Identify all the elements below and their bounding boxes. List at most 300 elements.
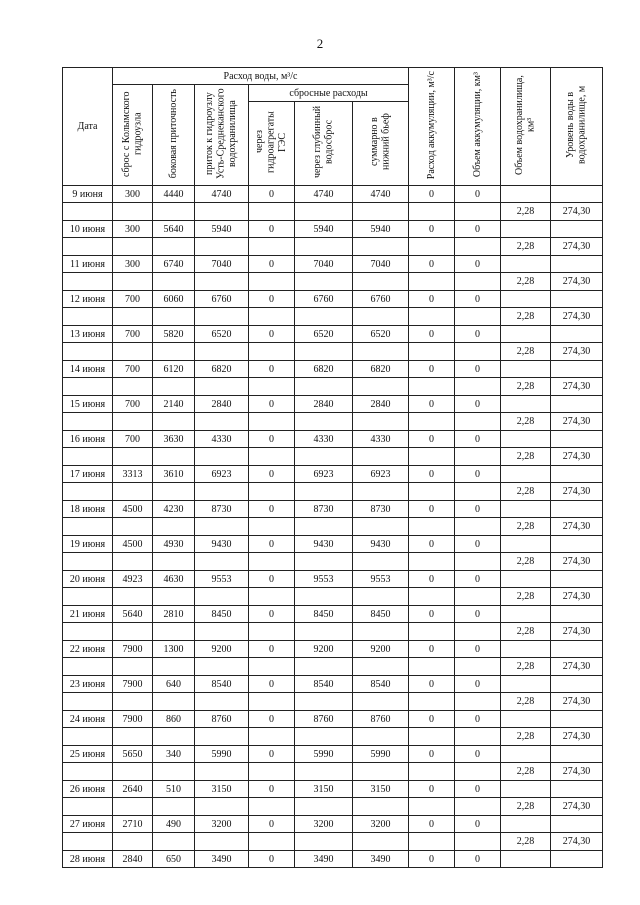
cell-empty — [455, 798, 501, 816]
cell-date: 18 июня — [63, 501, 113, 518]
cell-empty — [113, 343, 153, 361]
cell-reservoir-volume-top — [501, 326, 551, 343]
cell-empty — [353, 588, 409, 606]
cell-accum-volume: 0 — [455, 536, 501, 553]
cell-empty — [153, 658, 195, 676]
cell-kolyma: 7900 — [113, 676, 153, 693]
cell-empty — [353, 833, 409, 851]
cell-kolyma: 2840 — [113, 851, 153, 868]
table-row-sub — [63, 343, 603, 361]
cell-empty — [249, 588, 295, 606]
cell-empty — [113, 203, 153, 221]
cell-kolyma: 300 — [113, 256, 153, 273]
cell-inflow: 3150 — [195, 781, 249, 798]
table-row — [63, 746, 603, 763]
cell-deep: 8540 — [295, 676, 353, 693]
table-body — [63, 186, 603, 868]
header-date: Дата — [63, 68, 113, 186]
cell-empty — [353, 483, 409, 501]
cell-empty — [113, 833, 153, 851]
cell-total: 8540 — [353, 676, 409, 693]
cell-accum-volume: 0 — [455, 641, 501, 658]
cell-empty — [295, 448, 353, 466]
cell-empty — [113, 308, 153, 326]
cell-deep: 8760 — [295, 711, 353, 728]
cell-total: 9200 — [353, 641, 409, 658]
cell-empty — [409, 763, 455, 781]
cell-empty — [295, 763, 353, 781]
cell-lateral: 4230 — [153, 501, 195, 518]
cell-reservoir-volume-top — [501, 606, 551, 623]
cell-reservoir-volume: 2,28 — [501, 203, 551, 221]
cell-water-level: 274,30 — [551, 343, 603, 361]
cell-date: 12 июня — [63, 291, 113, 308]
cell-empty — [295, 553, 353, 571]
cell-water-level: 274,30 — [551, 658, 603, 676]
cell-empty — [455, 273, 501, 291]
cell-water-level: 274,30 — [551, 413, 603, 431]
cell-reservoir-volume: 2,28 — [501, 553, 551, 571]
cell-empty — [409, 448, 455, 466]
cell-inflow: 4330 — [195, 431, 249, 448]
cell-lateral: 5640 — [153, 221, 195, 238]
cell-kolyma: 300 — [113, 186, 153, 203]
cell-water-level-top — [551, 851, 603, 868]
cell-empty — [195, 308, 249, 326]
cell-kolyma: 300 — [113, 221, 153, 238]
cell-empty — [195, 378, 249, 396]
table-row-sub — [63, 728, 603, 746]
cell-empty — [353, 763, 409, 781]
cell-empty — [249, 798, 295, 816]
cell-reservoir-volume: 2,28 — [501, 693, 551, 711]
cell-total: 5940 — [353, 221, 409, 238]
cell-reservoir-volume-top — [501, 466, 551, 483]
cell-date: 21 июня — [63, 606, 113, 623]
header-spill-group: сбросные расходы — [249, 85, 409, 102]
cell-accum-volume: 0 — [455, 256, 501, 273]
cell-empty — [455, 623, 501, 641]
cell-reservoir-volume-top — [501, 781, 551, 798]
table-row-sub — [63, 693, 603, 711]
table-row — [63, 361, 603, 378]
cell-reservoir-volume-top — [501, 186, 551, 203]
cell-total: 8450 — [353, 606, 409, 623]
cell-hpp: 0 — [249, 781, 295, 798]
cell-lateral: 4930 — [153, 536, 195, 553]
cell-empty — [195, 448, 249, 466]
cell-reservoir-volume: 2,28 — [501, 518, 551, 536]
table-row — [63, 641, 603, 658]
cell-inflow: 5940 — [195, 221, 249, 238]
cell-hpp: 0 — [249, 256, 295, 273]
cell-empty — [195, 798, 249, 816]
cell-inflow: 6760 — [195, 291, 249, 308]
cell-hpp: 0 — [249, 396, 295, 413]
cell-reservoir-volume: 2,28 — [501, 623, 551, 641]
cell-water-level-top — [551, 746, 603, 763]
cell-deep: 9200 — [295, 641, 353, 658]
table-row — [63, 256, 603, 273]
cell-inflow: 8540 — [195, 676, 249, 693]
cell-empty — [409, 623, 455, 641]
cell-kolyma: 5640 — [113, 606, 153, 623]
cell-empty — [113, 728, 153, 746]
cell-empty — [113, 798, 153, 816]
cell-empty — [195, 553, 249, 571]
cell-hpp: 0 — [249, 606, 295, 623]
cell-deep: 3150 — [295, 781, 353, 798]
cell-water-level-top — [551, 571, 603, 588]
cell-empty — [249, 308, 295, 326]
cell-water-level-top — [551, 431, 603, 448]
cell-empty — [295, 588, 353, 606]
cell-empty — [249, 518, 295, 536]
cell-kolyma: 4923 — [113, 571, 153, 588]
cell-hpp: 0 — [249, 501, 295, 518]
cell-water-level-top — [551, 221, 603, 238]
cell-empty — [63, 728, 113, 746]
cell-inflow: 9553 — [195, 571, 249, 588]
cell-total: 3490 — [353, 851, 409, 868]
cell-date: 27 июня — [63, 816, 113, 833]
cell-empty — [195, 203, 249, 221]
header-flow-group: Расход воды, м³/с — [113, 68, 409, 85]
cell-inflow: 2840 — [195, 396, 249, 413]
cell-reservoir-volume: 2,28 — [501, 308, 551, 326]
table-row-sub — [63, 378, 603, 396]
cell-reservoir-volume-top — [501, 641, 551, 658]
cell-water-level-top — [551, 501, 603, 518]
cell-empty — [409, 343, 455, 361]
cell-kolyma: 2710 — [113, 816, 153, 833]
cell-empty — [113, 378, 153, 396]
cell-inflow: 6923 — [195, 466, 249, 483]
water-flow-table — [62, 67, 603, 868]
cell-empty — [113, 518, 153, 536]
cell-date: 25 июня — [63, 746, 113, 763]
cell-empty — [295, 308, 353, 326]
cell-water-level-top — [551, 361, 603, 378]
cell-deep: 6820 — [295, 361, 353, 378]
cell-empty — [353, 343, 409, 361]
cell-empty — [153, 238, 195, 256]
cell-empty — [353, 308, 409, 326]
cell-empty — [153, 553, 195, 571]
cell-empty — [63, 693, 113, 711]
cell-deep: 7040 — [295, 256, 353, 273]
cell-reservoir-volume-top — [501, 256, 551, 273]
cell-kolyma: 5650 — [113, 746, 153, 763]
cell-empty — [63, 483, 113, 501]
cell-empty — [295, 518, 353, 536]
cell-accum-volume: 0 — [455, 221, 501, 238]
cell-lateral: 490 — [153, 816, 195, 833]
cell-empty — [113, 448, 153, 466]
cell-water-level: 274,30 — [551, 308, 603, 326]
cell-water-level-top — [551, 536, 603, 553]
header-reservoir-volume: Объем водохранилища, км³ — [501, 68, 551, 186]
cell-accum-volume: 0 — [455, 781, 501, 798]
cell-lateral: 3630 — [153, 431, 195, 448]
cell-empty — [295, 623, 353, 641]
cell-hpp: 0 — [249, 676, 295, 693]
page-number: 2 — [316, 36, 324, 51]
cell-deep: 9553 — [295, 571, 353, 588]
cell-empty — [153, 308, 195, 326]
cell-accum-volume: 0 — [455, 291, 501, 308]
cell-empty — [409, 273, 455, 291]
cell-reservoir-volume-top — [501, 221, 551, 238]
cell-empty — [353, 448, 409, 466]
cell-kolyma: 700 — [113, 431, 153, 448]
cell-date: 17 июня — [63, 466, 113, 483]
cell-hpp: 0 — [249, 326, 295, 343]
cell-reservoir-volume: 2,28 — [501, 238, 551, 256]
cell-hpp: 0 — [249, 641, 295, 658]
table-row — [63, 536, 603, 553]
cell-empty — [195, 763, 249, 781]
cell-empty — [455, 308, 501, 326]
table-row — [63, 711, 603, 728]
cell-date: 14 июня — [63, 361, 113, 378]
cell-empty — [295, 693, 353, 711]
cell-reservoir-volume: 2,28 — [501, 448, 551, 466]
cell-empty — [63, 553, 113, 571]
cell-accum-flow: 0 — [409, 466, 455, 483]
cell-deep: 3200 — [295, 816, 353, 833]
cell-lateral: 650 — [153, 851, 195, 868]
cell-reservoir-volume: 2,28 — [501, 658, 551, 676]
cell-empty — [353, 798, 409, 816]
cell-reservoir-volume-top — [501, 501, 551, 518]
cell-accum-flow: 0 — [409, 431, 455, 448]
cell-inflow: 3490 — [195, 851, 249, 868]
cell-lateral: 6120 — [153, 361, 195, 378]
cell-empty — [295, 203, 353, 221]
cell-water-level: 274,30 — [551, 203, 603, 221]
cell-empty — [113, 273, 153, 291]
cell-accum-flow: 0 — [409, 326, 455, 343]
cell-empty — [249, 553, 295, 571]
table-row-sub — [63, 448, 603, 466]
cell-empty — [249, 658, 295, 676]
cell-lateral: 4440 — [153, 186, 195, 203]
cell-deep: 5940 — [295, 221, 353, 238]
cell-accum-volume: 0 — [455, 746, 501, 763]
cell-water-level-top — [551, 256, 603, 273]
table-row — [63, 326, 603, 343]
header-total-down: суммарно в нижний бьеф — [353, 102, 409, 186]
cell-water-level-top — [551, 291, 603, 308]
cell-empty — [409, 238, 455, 256]
cell-empty — [249, 448, 295, 466]
cell-reservoir-volume: 2,28 — [501, 728, 551, 746]
cell-empty — [353, 273, 409, 291]
cell-empty — [195, 238, 249, 256]
cell-reservoir-volume: 2,28 — [501, 798, 551, 816]
table-row — [63, 466, 603, 483]
cell-reservoir-volume-top — [501, 361, 551, 378]
cell-lateral: 4630 — [153, 571, 195, 588]
cell-empty — [353, 553, 409, 571]
cell-empty — [63, 833, 113, 851]
table-row-sub — [63, 413, 603, 431]
cell-total: 7040 — [353, 256, 409, 273]
cell-kolyma: 4500 — [113, 536, 153, 553]
table-row-sub — [63, 553, 603, 571]
cell-accum-flow: 0 — [409, 396, 455, 413]
cell-empty — [455, 378, 501, 396]
cell-total: 3200 — [353, 816, 409, 833]
cell-date: 13 июня — [63, 326, 113, 343]
cell-empty — [353, 413, 409, 431]
cell-date: 23 июня — [63, 676, 113, 693]
cell-water-level-top — [551, 186, 603, 203]
cell-inflow: 4740 — [195, 186, 249, 203]
cell-reservoir-volume: 2,28 — [501, 588, 551, 606]
cell-water-level: 274,30 — [551, 798, 603, 816]
cell-hpp: 0 — [249, 361, 295, 378]
cell-inflow: 5990 — [195, 746, 249, 763]
cell-empty — [113, 623, 153, 641]
cell-deep: 9430 — [295, 536, 353, 553]
cell-reservoir-volume-top — [501, 851, 551, 868]
cell-empty — [353, 518, 409, 536]
cell-kolyma: 2640 — [113, 781, 153, 798]
cell-empty — [295, 833, 353, 851]
cell-total: 8760 — [353, 711, 409, 728]
header-deep-spill: через глубинный водосброс — [295, 102, 353, 186]
cell-kolyma: 700 — [113, 361, 153, 378]
cell-empty — [249, 728, 295, 746]
table-row — [63, 816, 603, 833]
cell-reservoir-volume-top — [501, 676, 551, 693]
table-row-sub — [63, 798, 603, 816]
cell-empty — [153, 273, 195, 291]
cell-accum-flow: 0 — [409, 291, 455, 308]
table-row — [63, 291, 603, 308]
table-header — [63, 68, 603, 186]
cell-empty — [409, 378, 455, 396]
cell-empty — [195, 483, 249, 501]
cell-empty — [353, 203, 409, 221]
cell-hpp: 0 — [249, 186, 295, 203]
cell-inflow: 9200 — [195, 641, 249, 658]
cell-accum-volume: 0 — [455, 466, 501, 483]
cell-empty — [249, 693, 295, 711]
cell-hpp: 0 — [249, 816, 295, 833]
cell-date: 11 июня — [63, 256, 113, 273]
cell-empty — [353, 238, 409, 256]
cell-empty — [195, 833, 249, 851]
cell-total: 5990 — [353, 746, 409, 763]
cell-empty — [249, 763, 295, 781]
cell-empty — [153, 588, 195, 606]
cell-inflow: 8730 — [195, 501, 249, 518]
table-row-sub — [63, 623, 603, 641]
cell-date: 22 июня — [63, 641, 113, 658]
cell-water-level: 274,30 — [551, 623, 603, 641]
cell-empty — [113, 238, 153, 256]
cell-lateral: 860 — [153, 711, 195, 728]
cell-water-level-top — [551, 711, 603, 728]
cell-reservoir-volume-top — [501, 816, 551, 833]
cell-empty — [195, 693, 249, 711]
cell-lateral: 340 — [153, 746, 195, 763]
cell-empty — [63, 378, 113, 396]
cell-hpp: 0 — [249, 746, 295, 763]
cell-water-level: 274,30 — [551, 378, 603, 396]
cell-hpp: 0 — [249, 466, 295, 483]
cell-reservoir-volume-top — [501, 536, 551, 553]
cell-empty — [153, 413, 195, 431]
cell-empty — [455, 728, 501, 746]
cell-date: 10 июня — [63, 221, 113, 238]
cell-accum-volume: 0 — [455, 676, 501, 693]
cell-empty — [249, 413, 295, 431]
table-row-sub — [63, 833, 603, 851]
table-row — [63, 781, 603, 798]
table-row-sub — [63, 588, 603, 606]
cell-accum-flow: 0 — [409, 221, 455, 238]
cell-empty — [195, 623, 249, 641]
cell-accum-flow: 0 — [409, 746, 455, 763]
cell-reservoir-volume: 2,28 — [501, 378, 551, 396]
cell-total: 6820 — [353, 361, 409, 378]
cell-date: 15 июня — [63, 396, 113, 413]
cell-water-level-top — [551, 781, 603, 798]
cell-empty — [409, 308, 455, 326]
cell-deep: 6760 — [295, 291, 353, 308]
cell-empty — [153, 378, 195, 396]
table-row-sub — [63, 203, 603, 221]
cell-inflow: 3200 — [195, 816, 249, 833]
cell-accum-volume: 0 — [455, 816, 501, 833]
cell-empty — [113, 413, 153, 431]
cell-reservoir-volume-top — [501, 571, 551, 588]
cell-empty — [409, 413, 455, 431]
cell-empty — [63, 238, 113, 256]
cell-total: 8730 — [353, 501, 409, 518]
cell-reservoir-volume: 2,28 — [501, 343, 551, 361]
cell-empty — [295, 483, 353, 501]
cell-accum-flow: 0 — [409, 676, 455, 693]
cell-deep: 6520 — [295, 326, 353, 343]
table-row — [63, 606, 603, 623]
cell-empty — [113, 763, 153, 781]
cell-empty — [153, 728, 195, 746]
cell-reservoir-volume: 2,28 — [501, 273, 551, 291]
cell-accum-volume: 0 — [455, 606, 501, 623]
cell-empty — [195, 343, 249, 361]
cell-kolyma: 7900 — [113, 711, 153, 728]
cell-empty — [153, 623, 195, 641]
cell-empty — [409, 203, 455, 221]
cell-empty — [353, 728, 409, 746]
table-row — [63, 851, 603, 868]
cell-lateral: 640 — [153, 676, 195, 693]
cell-hpp: 0 — [249, 221, 295, 238]
cell-total: 4740 — [353, 186, 409, 203]
cell-empty — [113, 483, 153, 501]
cell-empty — [195, 413, 249, 431]
cell-empty — [63, 658, 113, 676]
cell-inflow: 8760 — [195, 711, 249, 728]
cell-accum-flow: 0 — [409, 571, 455, 588]
cell-deep: 8730 — [295, 501, 353, 518]
cell-empty — [455, 343, 501, 361]
